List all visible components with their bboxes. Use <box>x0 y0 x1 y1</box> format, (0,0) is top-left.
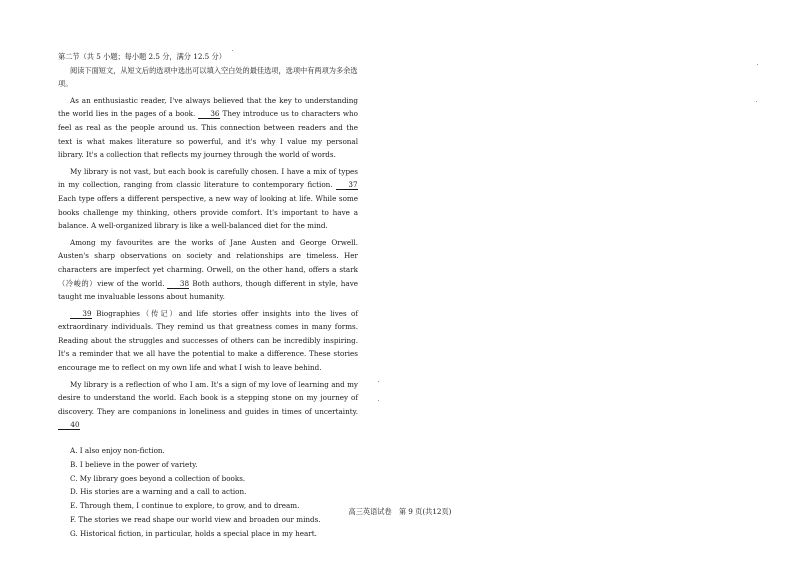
options-list <box>58 444 358 541</box>
section-title: 第二节（共 5 小题；每小题 2.5 分，满分 12.5 分） <box>58 52 226 61</box>
paragraph-4 <box>58 307 358 375</box>
paragraph-text: They introduce us to characters who feel as real as the people around us. This connection between readers and the text is what makes literature so powerful, and it's why I value my personal library. It's a collection that reflects my journey through the world of words. <box>58 109 358 160</box>
option-f: F. The stories we read shape our world view and broaden our minds. <box>70 515 321 525</box>
option-b: B. I believe in the power of variety. <box>70 459 198 469</box>
paragraph-text: Biographies（传记）and life stories offer insights into the lives of extraordinary individuals. They remind us that greatness comes in many forms. Reading about the struggles and successes of others can be incredibly inspiring. It's a reminder that we all have the potential to make a difference. These stories encourage me to reflect on my own life and what I wish to leave behind. <box>58 308 358 373</box>
option-a: A. I also enjoy non-fiction. <box>70 446 165 456</box>
paragraph-text: Among my favourites are the works of Jane Austen and George Orwell. Austen's sharp observations on society and relationships are timeless. Her characters are imperfect yet charming. Orwell, on the other hand, offers a stark（冷峻的）view of the world. <box>58 237 358 288</box>
scan-speck <box>756 101 757 102</box>
paragraph-text: My library is a reflection of who I am. It's a sign of my love of learning and my desire to understand the world. Each book is a stepping stone on my journey of discovery. They are companions in loneliness and guides in times of uncertainty. <box>58 379 358 416</box>
scan-speck <box>378 400 379 401</box>
page-footer: 高三英语试卷 第 9 页(共12页) <box>348 507 452 516</box>
blank-39: 39 <box>70 309 92 319</box>
scan-speck <box>232 50 233 51</box>
option-e: E. Through them, I continue to explore, to grow, and to dream. <box>70 501 300 511</box>
blank-38: 38 <box>167 279 189 289</box>
option-g: G. Historical fiction, in particular, holds a special place in my heart. <box>70 528 317 538</box>
blank-40: 40 <box>58 420 80 430</box>
paragraph-1 <box>58 94 358 162</box>
paragraph-text: Both authors, though different in style, have taught me invaluable lessons about humanity. <box>58 278 359 302</box>
blank-37: 37 <box>336 180 358 190</box>
instructions: 阅读下面短文，从短文后的选项中选出可以填入空白处的最佳选项，选项中有两项为多余选项。 <box>58 65 358 89</box>
exam-page <box>58 50 358 541</box>
paragraph-3 <box>58 236 358 304</box>
paragraph-2 <box>58 165 358 233</box>
scan-speck <box>378 381 379 382</box>
paragraph-text: My library is not vast, but each book is carefully chosen. I have a mix of types in my collection, ranging from classic literature to contemporary fiction. <box>58 166 358 190</box>
paragraph-text: Each type offers a different perspective, a new way of looking at life. While some books challenge my thinking, others provide comfort. It's important to have a balance. A well-organized library is like a well-balanced diet for the mind. <box>58 193 358 231</box>
scan-speck <box>757 64 758 65</box>
paragraph-5 <box>58 378 358 432</box>
paragraph-text: As an enthusiastic reader, I've always believed that the key to understanding the world lies in the pages of a book. <box>58 95 358 119</box>
blank-36: 36 <box>198 109 220 119</box>
option-d: D. His stories are a warning and a call to action. <box>70 487 247 497</box>
option-c: C. My library goes beyond a collection of books. <box>70 473 246 483</box>
